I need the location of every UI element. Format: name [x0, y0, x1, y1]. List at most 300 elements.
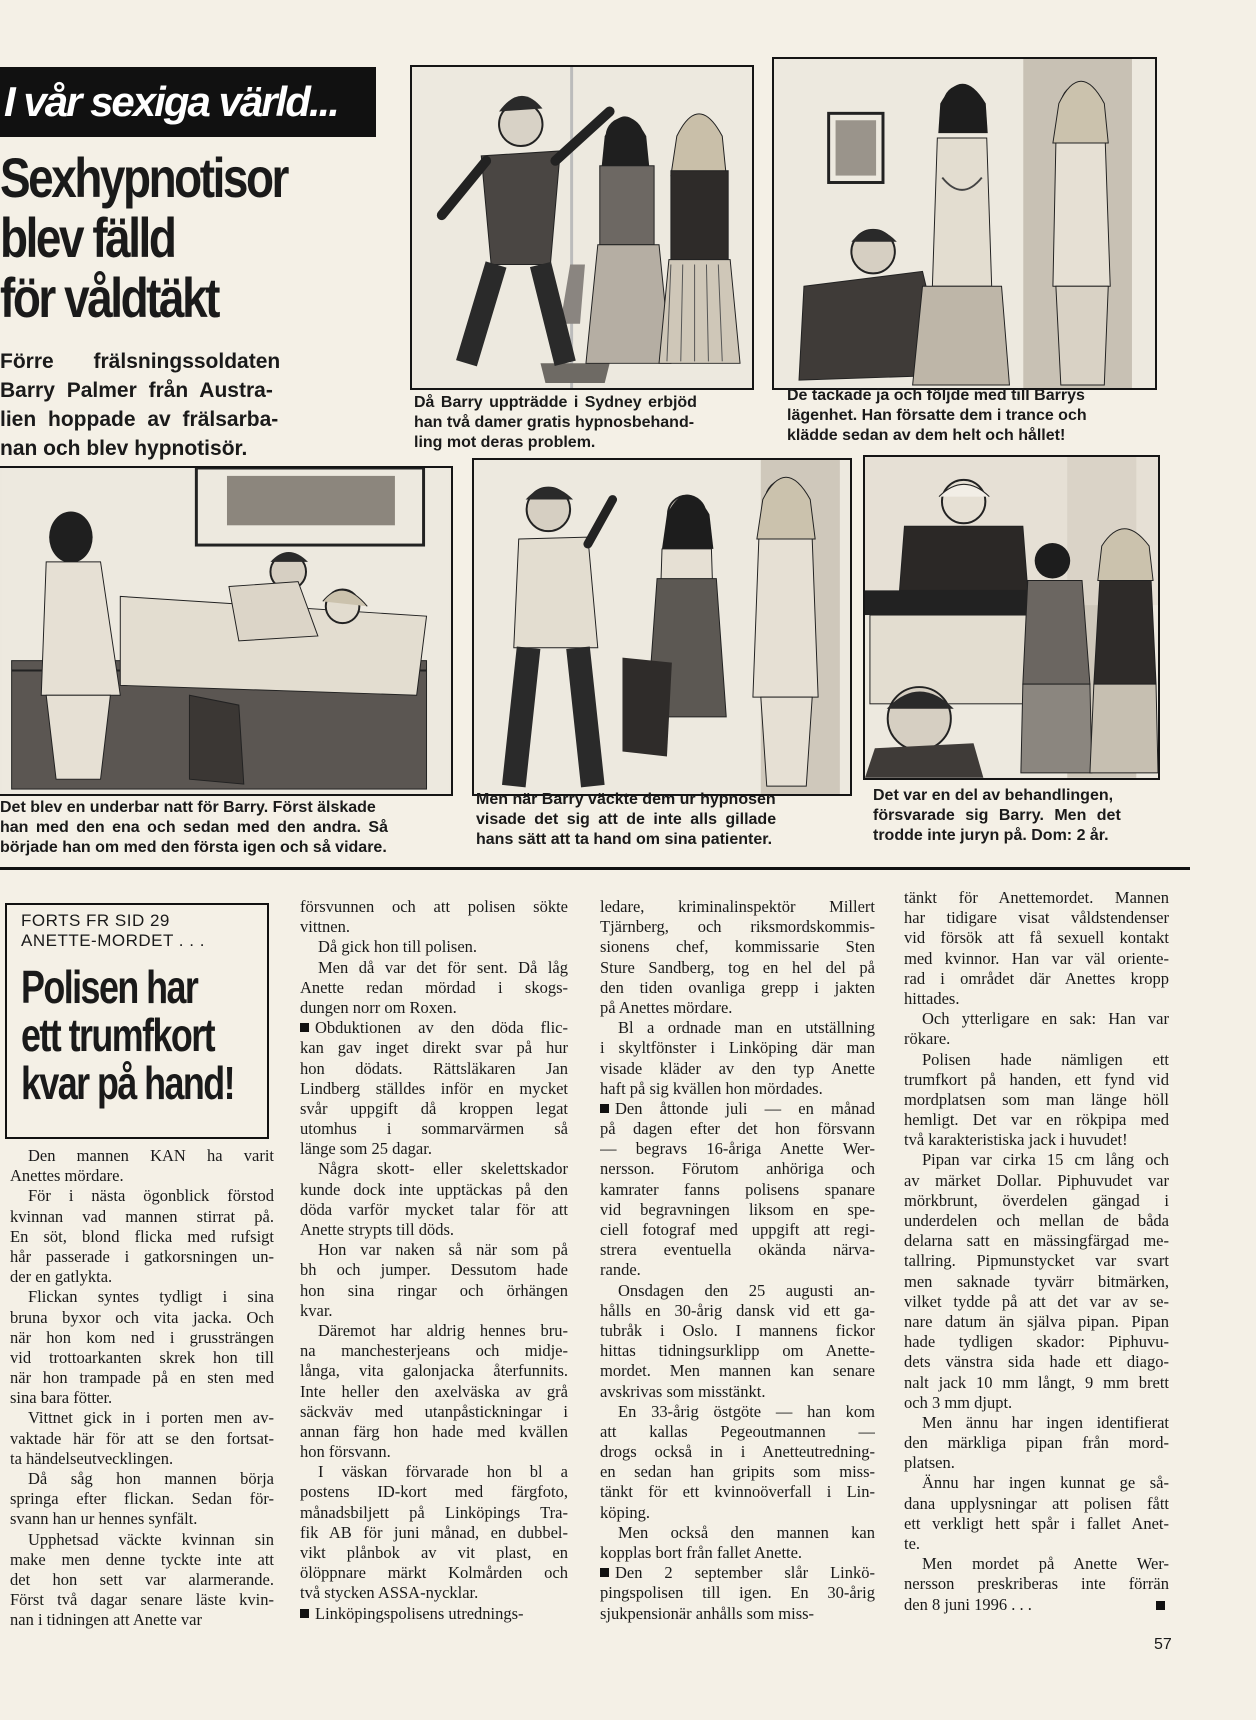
text-line [10, 1590, 274, 1610]
text-line [904, 1393, 1169, 1413]
line-text: Den mannen KAN ha varit [28, 1146, 274, 1165]
line-text: kunde dock inte upptäckas på den [300, 1179, 568, 1199]
article-column-3 [600, 897, 875, 1624]
line-text: postens ID-kort med färgfoto, [300, 1482, 568, 1502]
line-text: dets vänstra sida hade ett diago- [904, 1352, 1169, 1372]
line-text: Pipan var cirka 15 cm lång och [922, 1150, 1169, 1170]
line-text: hålls en 30-årig dansk vid ett ga- [600, 1300, 875, 1320]
text-line [600, 1442, 875, 1462]
text-line [10, 1449, 274, 1469]
text-line [904, 1251, 1169, 1271]
text-line [904, 969, 1169, 989]
text-line [300, 1139, 568, 1159]
text-line [600, 1462, 875, 1482]
text-line [904, 1514, 1169, 1534]
line-text: på dagen efter det hon försvann [600, 1119, 875, 1139]
caption-line: Det var en del av behandlingen, [873, 787, 1114, 804]
text-line [904, 888, 1169, 908]
line-text: Men ännu har ingen identifierat [922, 1412, 1169, 1432]
line-text: Men mordet på Anette Wer- [922, 1554, 1169, 1574]
panel-1-illustration [412, 67, 752, 388]
text-line [600, 1038, 875, 1058]
article-column-4 [904, 888, 1169, 1615]
line-text: hon sina ringar och örhängen [300, 1280, 568, 1300]
line-text: svår uppgift då kroppen legat [300, 1098, 568, 1118]
text-line [600, 917, 875, 937]
text-line [600, 1422, 875, 1442]
line-text: vid försök att få sexuell kontakt [904, 928, 1169, 948]
line-text: Ännu har ingen kunnat ge så- [922, 1473, 1169, 1493]
panel-3-illustration [0, 468, 451, 794]
paragraph-marker-icon [300, 1023, 309, 1032]
line-text: drogs också in i Anetteutredning- [600, 1442, 875, 1462]
text-line [10, 1247, 274, 1267]
line-text: mordet. Men mannen kan senare [600, 1361, 875, 1381]
paragraph-marker-icon [600, 1104, 609, 1113]
text-line [600, 1361, 875, 1381]
line-text: rad i området där Anettes kropp [904, 968, 1169, 988]
panel-2-caption [787, 386, 1087, 446]
panel-4-caption [476, 790, 776, 850]
text-line [600, 1523, 875, 1543]
text-line [10, 1469, 274, 1489]
text-line [904, 1494, 1169, 1514]
line-text: vikt plånbok av vit plast, en [300, 1543, 568, 1562]
lede-line: lien hoppade av frälsarba- [0, 408, 279, 431]
text-line [600, 1503, 875, 1523]
line-text: haft på sig kvällen hon mördades. [600, 1078, 823, 1098]
line-text: der en gatlykta. [10, 1267, 113, 1287]
line-text: Och ytterligare en sak: Han var [922, 1009, 1169, 1029]
line-text: kamrater fanns polisens spanare [600, 1179, 875, 1199]
line-text: Sture Sandberg, tog en hel del på [600, 957, 875, 977]
line-text: Den 2 september slår Linkö- [615, 1563, 875, 1583]
line-text: svann han ur hennes synfält. [10, 1509, 198, 1529]
text-line [904, 1473, 1169, 1493]
text-line [904, 1050, 1169, 1070]
text-line [600, 897, 875, 917]
line-text: En söt, blond flicka med rufsigt [10, 1226, 274, 1246]
line-text: månadsbiljett på Linköpings Tra- [300, 1502, 568, 1522]
caption-line: ling mot deras problem. [414, 434, 596, 451]
line-text: på Anettes mördare. [600, 997, 733, 1017]
caption-line: han med den ena och sedan med den andra. Så [0, 819, 388, 836]
text-line [300, 917, 568, 937]
text-line [904, 949, 1169, 969]
line-text: att kallas Pegeoutmannen — [600, 1421, 875, 1441]
panel-1-caption [414, 393, 697, 453]
text-line [10, 1509, 274, 1529]
end-of-article-icon [1156, 1601, 1165, 1610]
text-line [904, 1150, 1169, 1170]
line-text: av märket Dollar. Piphuvudet var [904, 1170, 1169, 1190]
text-line [904, 1413, 1169, 1433]
text-line [300, 1240, 568, 1260]
line-text: avskrivas som misstänkt. [600, 1381, 766, 1401]
line-text: Några skott- eller skelettskador [318, 1159, 568, 1179]
line-text: Hon var naken så när som på [318, 1240, 568, 1260]
line-text: när hon trampade på en sten med [10, 1368, 274, 1388]
caption-line: De tackade ja och följde med till Barrys [787, 387, 1085, 404]
text-line [300, 1583, 568, 1603]
line-text: vaktade här för att se den fortsat- [10, 1428, 274, 1448]
text-line [600, 1119, 875, 1139]
line-text: Flickan syntes tydligt i sina [28, 1287, 274, 1307]
line-text: säckväv med utanpåstickningar i [300, 1401, 568, 1421]
line-text: na manchesterjeans och midje- [300, 1341, 568, 1361]
line-text: två karakteristiska jack i huvudet! [904, 1130, 1128, 1150]
page-number: 57 [1154, 1636, 1172, 1653]
text-line [904, 1090, 1169, 1110]
caption-line: Då Barry uppträdde i Sydney erbjöd [414, 394, 697, 411]
line-text: hittades. [904, 988, 960, 1008]
text-line [300, 1422, 568, 1442]
text-line [904, 1332, 1169, 1352]
continued-from-label: FORTS FR SID 29 [21, 911, 170, 930]
caption-line: började han om med den första igen och så vidare. [0, 839, 387, 856]
panel-3-caption [0, 798, 388, 858]
continuation-box [5, 903, 269, 1139]
text-line [600, 1563, 875, 1583]
line-text: strera eventuella okända närva- [600, 1240, 875, 1260]
text-line [300, 1402, 568, 1422]
line-text: Polisen hade nämligen ett [922, 1049, 1169, 1069]
caption-line: Det blev en underbar natt för Barry. Först älskade [0, 799, 376, 816]
text-line [904, 1453, 1169, 1473]
line-text: har tidigare visat våldstendenser [904, 908, 1169, 928]
line-text: men saknade tyvärr bitmärken, [904, 1271, 1169, 1291]
text-line [300, 1442, 568, 1462]
text-line [10, 1146, 274, 1166]
headline-line: ett trumfkort [21, 1009, 215, 1061]
line-text: ledare, kriminalinspektör Millert [600, 897, 875, 916]
line-text: försvunnen och att polisen sökte [300, 897, 568, 916]
line-text: nersson preskriberas inte förrän [904, 1574, 1169, 1594]
line-text: ölöppnare märkt Kolmården och [300, 1563, 568, 1583]
line-text: den märkliga pipan från mord- [904, 1433, 1169, 1453]
line-text: Vittnet gick in i porten men av- [28, 1408, 274, 1428]
text-line [300, 1604, 568, 1624]
line-text: visade kläder av den typ Anette [600, 1058, 875, 1078]
line-text: ta händelseutvecklingen. [10, 1448, 174, 1468]
text-line [600, 1220, 875, 1240]
line-text: delarna satt en mässingfärgad me- [904, 1231, 1169, 1251]
story-kicker: ANETTE-MORDET . . . [21, 931, 205, 950]
caption-line: Men när Barry väckte dem ur hypnosen [476, 791, 776, 808]
line-text: vittnen. [300, 917, 350, 937]
text-line [904, 1191, 1169, 1211]
text-line [600, 1139, 875, 1159]
line-text: utomhus i sommarvärmen så [300, 1119, 568, 1139]
line-text: dungen norr om Roxen. [300, 997, 457, 1017]
story-lede [0, 347, 340, 463]
text-line [904, 1352, 1169, 1372]
comic-panel-4 [472, 458, 852, 796]
text-line [600, 1482, 875, 1502]
line-text: Först två dagar senare läste kvin- [10, 1590, 274, 1610]
text-line [300, 1503, 568, 1523]
line-text: Då gick hon till polisen. [318, 937, 478, 957]
text-line [600, 1200, 875, 1220]
text-line [10, 1267, 274, 1287]
text-line [600, 958, 875, 978]
article-column-1 [10, 1146, 274, 1631]
text-line [600, 1382, 875, 1402]
line-text: ciell fotograf med uppgift att regi- [600, 1220, 875, 1239]
line-text: Anettes mördare. [10, 1166, 124, 1186]
text-line [600, 1281, 875, 1301]
text-line [300, 1059, 568, 1079]
text-line [300, 978, 568, 998]
line-text: Bl a ordnade man en utställning [618, 1018, 875, 1038]
lede-line: nan och blev hypnotisör. [0, 437, 248, 460]
text-line [300, 1220, 568, 1240]
text-line [904, 1231, 1169, 1251]
panel-4-illustration [474, 460, 850, 794]
line-text: mörkbrunt, överdelen gängad i [904, 1190, 1169, 1210]
line-text: den 8 juni 1996 . . . [904, 1594, 1032, 1614]
line-text: den tiden ovanliga grepp i jakten [600, 977, 875, 997]
line-text: sjukpensionär anhålls som miss- [600, 1603, 815, 1623]
text-line [904, 1373, 1169, 1393]
line-text: vid trottoarkanten skrek hon till [10, 1347, 274, 1367]
line-text: kvinnan vad mannen stirrat på. [10, 1206, 274, 1226]
text-line [10, 1550, 274, 1570]
text-line [300, 1099, 568, 1119]
line-text: sionens chef, kommissarie Sten [600, 937, 875, 957]
panel-5-caption [873, 786, 1121, 846]
lede-line: Barry Palmer från Austra- [0, 379, 273, 402]
headline-line: kvar på hand! [21, 1057, 235, 1109]
text-line [600, 1341, 875, 1361]
line-text: Då såg hon mannen börja [28, 1469, 274, 1488]
line-text: Linköpingspolisens utrednings- [315, 1603, 524, 1623]
line-text: sina bara fötter. [10, 1388, 113, 1408]
text-line [300, 1301, 568, 1321]
line-text: köping. [600, 1502, 650, 1522]
section-divider [0, 867, 1190, 870]
paragraph-marker-icon [300, 1609, 309, 1618]
line-text: bruna byxor och vita jacka. Och [10, 1307, 274, 1327]
line-text: nalt jack 10 mm långt, 9 mm brett [904, 1372, 1169, 1392]
headline-line: blev fälld [0, 206, 175, 269]
text-line [300, 937, 568, 957]
line-text: en sedan han gripits som miss- [600, 1462, 875, 1482]
caption-line: visade det sig att de inte alls gillade [476, 811, 777, 828]
text-line [300, 1543, 568, 1563]
line-text: nare datum än själva pipan. Pipan [904, 1311, 1169, 1331]
text-line [10, 1388, 274, 1408]
line-text: Upphetsad väckte kvinnan sin [28, 1529, 274, 1549]
line-text: platsen. [904, 1453, 955, 1473]
line-text: make men denne tyckte inte att [10, 1549, 274, 1569]
text-line [600, 1402, 875, 1422]
line-text: kvar. [300, 1300, 333, 1320]
line-text: kan gav inget direkt svar på hur [300, 1038, 568, 1058]
line-text: Den åttonde juli — en månad [615, 1098, 875, 1118]
text-line [300, 1018, 568, 1038]
comic-panel-2 [772, 57, 1157, 390]
line-text: hade tydligen skador: Piphuvu- [904, 1332, 1169, 1352]
text-line [600, 978, 875, 998]
line-text: pingspolisen till igen. En 30-årig [600, 1583, 875, 1603]
line-text: långa, vita galonjacka återfunnits. [300, 1361, 568, 1381]
text-line [300, 1563, 568, 1583]
line-text: ett verkligt hett spår i fallet Anet- [904, 1513, 1169, 1533]
comic-panel-5 [863, 455, 1160, 780]
text-line [300, 1361, 568, 1381]
line-text: En 33-årig östgöte — han kom [618, 1401, 875, 1421]
text-line [300, 1200, 568, 1220]
line-text: hon dödats. Rättsläkaren Jan [300, 1058, 568, 1078]
text-line [600, 1099, 875, 1119]
text-line [600, 1543, 875, 1563]
text-line [600, 1260, 875, 1280]
text-line [10, 1186, 274, 1206]
text-line [10, 1408, 274, 1428]
text-line [600, 998, 875, 1018]
headline-line: Sexhypnotisor [0, 146, 287, 209]
text-line [600, 1180, 875, 1200]
text-line [600, 1321, 875, 1341]
text-line [10, 1429, 274, 1449]
text-line [10, 1308, 274, 1328]
line-text: bh och jumper. Dessutom hade [300, 1260, 568, 1280]
line-text: två stycken ASSA-nycklar. [300, 1583, 479, 1603]
line-text: tänkt för Anettemordet. Mannen [904, 888, 1169, 907]
text-line [904, 1595, 1169, 1615]
text-line [10, 1530, 274, 1550]
line-text: tallring. Pipmunstycket var svart [904, 1251, 1169, 1271]
text-line [600, 1583, 875, 1603]
headline-line: för våldtäkt [0, 266, 219, 329]
text-line [300, 1382, 568, 1402]
line-text: hår passerade i gatkorsningen un- [10, 1246, 274, 1266]
line-text: te. [904, 1534, 921, 1553]
text-line [10, 1287, 274, 1307]
text-line [600, 1301, 875, 1321]
text-line [904, 1171, 1169, 1191]
caption-line: hans sätt att ta hand om sina patienter. [476, 831, 773, 848]
story-headline [0, 148, 328, 328]
caption-line: han två damer gratis hypnosbehand- [414, 414, 695, 431]
text-line [300, 1341, 568, 1361]
text-line [300, 1462, 568, 1482]
text-line [904, 1130, 1169, 1150]
text-line [300, 1281, 568, 1301]
line-text: Inte heller den axelväska av grå [300, 1381, 568, 1401]
text-line [300, 1079, 568, 1099]
line-text: vilket tydde på att det var av se- [904, 1291, 1169, 1311]
text-line [10, 1610, 274, 1630]
text-line [10, 1368, 274, 1388]
text-line [300, 1523, 568, 1543]
text-line [904, 1534, 1169, 1554]
text-line [10, 1166, 274, 1186]
text-line [300, 958, 568, 978]
text-line [300, 998, 568, 1018]
headline-line: Polisen har [21, 961, 198, 1013]
line-text: Obduktionen av den döda flic- [315, 1018, 568, 1038]
text-line [600, 1079, 875, 1099]
text-line [904, 1292, 1169, 1312]
panel-5-illustration [865, 457, 1158, 778]
text-line [300, 1038, 568, 1058]
line-text: fik AB för juni månad, en dubbel- [300, 1522, 568, 1542]
line-text: hittas tidningsurklipp om Anette- [600, 1341, 875, 1361]
line-text: mordplatsen som man länge höll [904, 1089, 1169, 1109]
section-banner: I vår sexiga värld... [0, 67, 376, 137]
line-text: och 3 mm djupt. [904, 1392, 1013, 1412]
panel-2-illustration [774, 59, 1155, 388]
line-text: rande. [600, 1260, 641, 1280]
line-text: nan i tidningen att Anette var [10, 1610, 202, 1630]
line-text: dana upplysningar att polisen fått [904, 1493, 1169, 1513]
line-text: trumfkort på handen, ett fynd vid [904, 1069, 1169, 1089]
text-line [300, 1119, 568, 1139]
line-text: tubråk i Oslo. I mannens fickor [600, 1320, 875, 1340]
line-text: annan färg hon hade med kvällen [300, 1421, 568, 1441]
line-text: Däremot har aldrig hennes bru- [318, 1320, 568, 1340]
text-line [10, 1489, 274, 1509]
line-text: med kvinnor. Han var väl oriente- [904, 948, 1169, 968]
paragraph-marker-icon [600, 1568, 609, 1577]
line-text: För i nästa ögonblick förstod [28, 1186, 274, 1206]
line-text: kopplas bort från fallet Anette. [600, 1543, 803, 1562]
line-text: nersson. Förutom anhöriga och [600, 1159, 875, 1179]
text-line [10, 1348, 274, 1368]
caption-line: lägenhet. Han försatte dem i trance och [787, 407, 1087, 424]
text-line [300, 897, 568, 917]
text-line [600, 1604, 875, 1624]
text-line [904, 1110, 1169, 1130]
line-text: Men då var det för sent. Då låg [318, 957, 568, 977]
line-text: tänkt för ett kvinnoöverfall i Lin- [600, 1482, 875, 1502]
lede-line: Förre frälsningssoldaten [0, 350, 281, 373]
caption-line: klädde sedan av dem helt och hållet! [787, 427, 1066, 444]
text-line [10, 1227, 274, 1247]
text-line [904, 1009, 1169, 1029]
line-text: när hon kom ned i grussträngen [10, 1327, 274, 1347]
line-text: Anette redan mördad i skogs- [300, 977, 568, 997]
text-line [600, 1159, 875, 1179]
caption-line: försvarade sig Barry. Men det [873, 807, 1121, 824]
line-text: I väskan förvarade hon bl a [318, 1462, 568, 1482]
text-line [600, 1018, 875, 1038]
comic-panel-1 [410, 65, 754, 390]
text-line [300, 1482, 568, 1502]
line-text: i skyltfönster i Linköping där man [600, 1038, 875, 1058]
text-line [600, 1240, 875, 1260]
line-text: döda varför mycket talar för att [300, 1199, 568, 1219]
text-line [904, 928, 1169, 948]
line-text: det hon sett var alarmerande. [10, 1569, 274, 1589]
text-line [600, 937, 875, 957]
text-line [904, 1433, 1169, 1453]
text-line [904, 1574, 1169, 1594]
text-line [10, 1207, 274, 1227]
line-text: Lindberg ställdes inför en mycket [300, 1078, 568, 1098]
text-line [600, 1059, 875, 1079]
line-text: vid begravningen liksom en spe- [600, 1199, 875, 1219]
text-line [300, 1321, 568, 1341]
text-line [904, 1070, 1169, 1090]
line-text: springa efter flickan. Sedan för- [10, 1489, 274, 1509]
line-text: Men också den mannen kan [618, 1522, 875, 1542]
line-text: underdelen och mellan de båda [904, 1211, 1169, 1230]
comic-panel-3 [0, 466, 453, 796]
text-line [904, 1211, 1169, 1231]
